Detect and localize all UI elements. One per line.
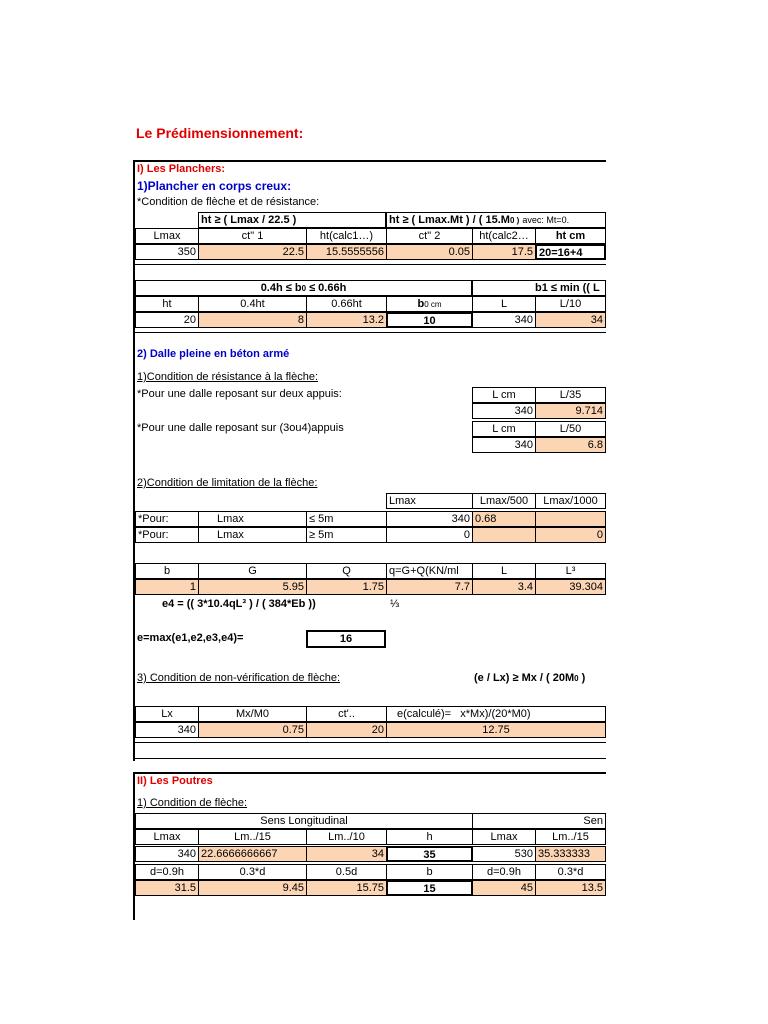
cell: 15.75 [306, 880, 387, 896]
cell: q=G+Q(KN/ml [386, 563, 473, 579]
cell: 22.6666666667 [198, 846, 307, 862]
cell: 0.68 [472, 511, 536, 527]
cell: b [386, 864, 473, 880]
cell: L [472, 563, 536, 579]
cell: 8 [198, 312, 307, 328]
formula-4: b1 ≤ min (( L [472, 280, 606, 296]
cell: 12.75 [386, 722, 606, 738]
divider [135, 332, 606, 333]
cell: L³ [535, 563, 606, 579]
cell: ct" 1 [198, 228, 307, 244]
cell: 0.3*d [198, 864, 307, 880]
cell: Lm../15 [535, 829, 606, 845]
cell: 17.5 [472, 244, 536, 260]
sens-longitudinal: Sens Longitudinal [135, 813, 473, 829]
formula-2: ht ≥ ( Lmax.Mt ) / ( 15.M0 ) avec: Mt=0. [386, 212, 606, 228]
condition-resistance: 1)Condition de résistance à la flèche: [137, 371, 318, 383]
cell: 530 [472, 846, 536, 862]
cell: 0.3*d [535, 864, 606, 880]
case-three-four-supports: *Pour une dalle reposant sur (3ou4)appuis [137, 422, 344, 434]
cell: L cm [472, 421, 536, 437]
result-h: 35 [386, 846, 473, 862]
cell: 340 [472, 403, 536, 419]
cell: Lmax [472, 829, 536, 845]
cell: 340 [472, 437, 536, 453]
cell: 0 [535, 527, 606, 543]
cell: 39.304 [535, 579, 606, 595]
subsection-corps-creux: 1)Plancher en corps creux: [137, 179, 292, 193]
cell: ≥ 5m [306, 527, 387, 543]
cell: 31.5 [135, 880, 199, 896]
cell: L/35 [535, 387, 606, 403]
cell: d=0.9h [135, 864, 199, 880]
cell: 20 [306, 722, 387, 738]
cell: d=0.9h [472, 864, 536, 880]
cell: 35.333333 [535, 846, 606, 862]
cell: 0.05 [386, 244, 473, 260]
cell: ht [135, 296, 199, 312]
cell: ht(calc1…) [306, 228, 387, 244]
cell: 340 [135, 846, 199, 862]
cell: ht cm [535, 228, 606, 244]
page-title: Le Prédimensionnement: [136, 125, 304, 141]
cell: 0.5d [306, 864, 387, 880]
cell: Lmax [135, 228, 199, 244]
formula-e4-exponent: ⅓ [390, 598, 400, 610]
formula-non-verification: (e / Lx) ≥ Mx / ( 20M0 ) [474, 672, 586, 684]
cell: Lx [135, 706, 199, 722]
cell: 340 [386, 511, 473, 527]
cell: ct" 2 [386, 228, 473, 244]
cell: 340 [472, 312, 536, 328]
condition-non-verification: 3) Condition de non-vérification de flèche: [137, 672, 341, 684]
formula-3: 0.4h ≤ b0 ≤ 0.66h [135, 280, 472, 296]
cell: Lmax [135, 829, 199, 845]
cell: Lmax/1000 [535, 493, 606, 509]
cell: G [198, 563, 307, 579]
cell: 20 [135, 312, 199, 328]
case-two-supports: *Pour une dalle reposant sur deux appuis: [137, 388, 342, 400]
emax-result: 16 [306, 630, 386, 648]
cell: 0 [386, 527, 473, 543]
cell: 7.7 [386, 579, 473, 595]
cell: 3.4 [472, 579, 536, 595]
result-ht: 20=16+4 [535, 244, 606, 260]
cell: Lmax [386, 493, 473, 509]
cell: 45 [472, 880, 536, 896]
cell: 5.95 [198, 579, 307, 595]
cell: ≤ 5m [306, 511, 387, 527]
result-b: 15 [386, 880, 473, 896]
cell: L/50 [535, 421, 606, 437]
section2-top-border [133, 772, 606, 774]
cell: 34 [306, 846, 387, 862]
condition-label: *Condition de flèche et de résistance: [137, 196, 320, 208]
cell: *Pour: [135, 527, 199, 543]
formula-e4: e4 = (( 3*10.4qL³ ) / ( 384*Eb )) [162, 598, 316, 610]
cell: 0.4ht [198, 296, 307, 312]
cell: ht(calc2… [472, 228, 536, 244]
cell: 6.8 [535, 437, 606, 453]
cell: Mx/M0 [198, 706, 307, 722]
cell: b0 cm [386, 296, 473, 312]
cell: 34 [535, 312, 606, 328]
cell: Q [306, 563, 387, 579]
cell: h [386, 829, 473, 845]
cell: L/10 [535, 296, 606, 312]
result-b0: 10 [386, 312, 473, 328]
condition-limitation: 2)Condition de limitation de la flèche: [137, 477, 318, 489]
cell: 15.5555556 [306, 244, 387, 260]
cell: 340 [135, 722, 199, 738]
cell: 0.66ht [306, 296, 387, 312]
cell: 9.714 [535, 403, 606, 419]
cell: Lm../15 [198, 829, 307, 845]
cell: 9.45 [198, 880, 307, 896]
divider [135, 742, 606, 743]
section1-heading: I) Les Planchers: [137, 163, 226, 175]
subsection-dalle-pleine: 2) Dalle pleine en béton armé [137, 348, 290, 360]
section2-heading: II) Les Poutres [137, 775, 213, 787]
emax-label: e=max(e1,e2,e3,e4)= [137, 632, 244, 644]
cell: 13.5 [535, 880, 606, 896]
cell: Lm../10 [306, 829, 387, 845]
cell: ct'.. [306, 706, 387, 722]
sens-transversal: Sen [472, 813, 606, 829]
cell [535, 511, 606, 527]
divider [135, 264, 606, 265]
formula-1: ht ≥ ( Lmax / 22.5 ) [198, 212, 386, 228]
cell [472, 527, 536, 543]
cell: Lmax [198, 511, 307, 527]
cell: Lmax [198, 527, 307, 543]
cell: L cm [472, 387, 536, 403]
cell: b [135, 563, 199, 579]
cell: Lmax/500 [472, 493, 536, 509]
cell: e(calculé)= x*Mx)/(20*M0) [386, 706, 606, 722]
cell: 350 [135, 244, 199, 260]
cell: 13.2 [306, 312, 387, 328]
cell: 1 [135, 579, 199, 595]
section1-top-border [133, 160, 606, 162]
cell: 1.75 [306, 579, 387, 595]
cell: L [472, 296, 536, 312]
divider [135, 758, 606, 759]
cell: 22.5 [198, 244, 307, 260]
cell: *Pour: [135, 511, 199, 527]
condition-fleche-poutres: 1) Condition de flèche: [137, 797, 248, 809]
cell: 0.75 [198, 722, 307, 738]
